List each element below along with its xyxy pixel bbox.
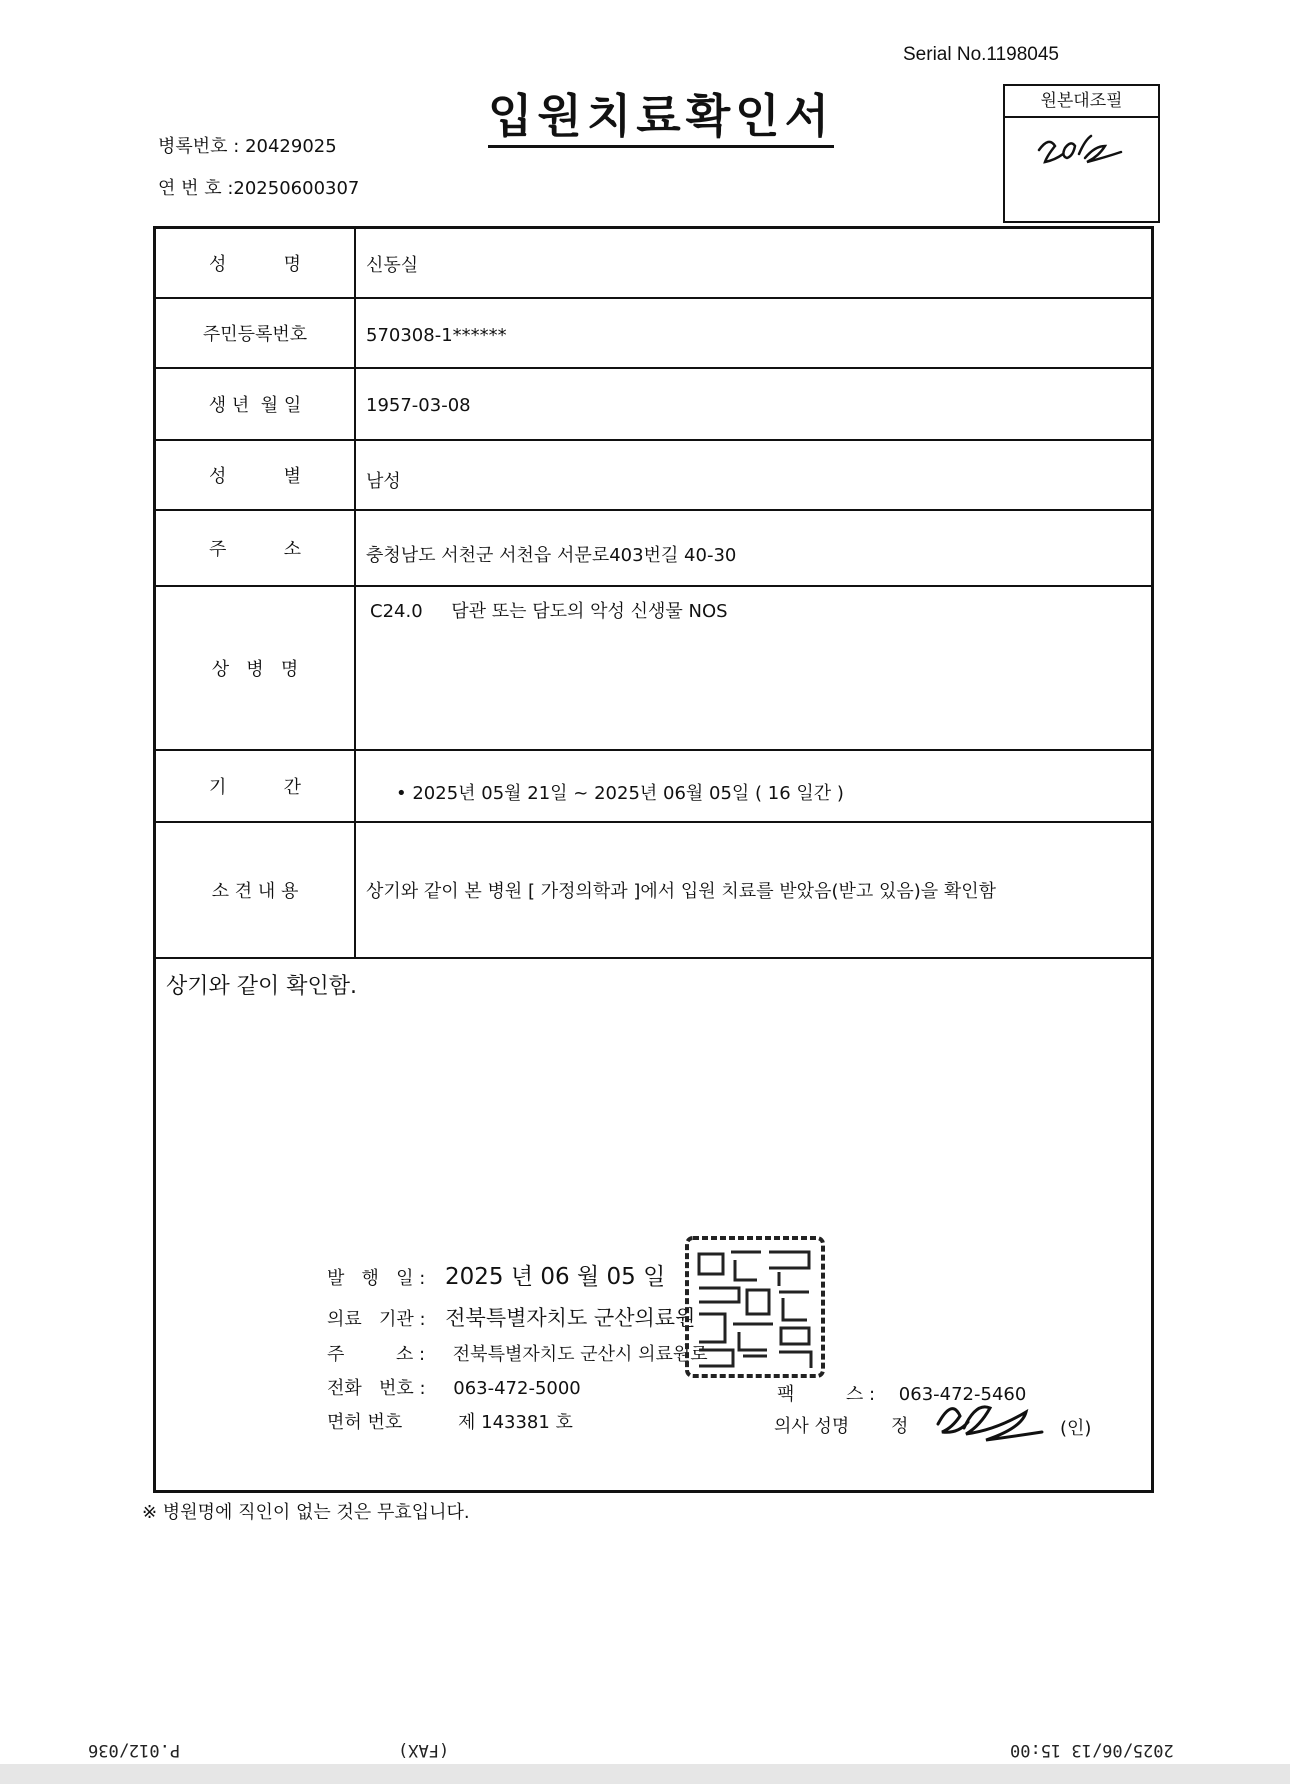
field-row-name bbox=[156, 229, 1151, 299]
license-row bbox=[327, 1408, 573, 1434]
fax-label: 팩 스 : bbox=[777, 1384, 876, 1405]
original-verified-signature bbox=[1035, 128, 1125, 178]
issue-date-label: 발 행 일 : bbox=[327, 1268, 426, 1289]
field-row-period bbox=[156, 751, 1151, 823]
hospital-seal-stamp bbox=[683, 1232, 828, 1382]
field-value-name: 신동실 bbox=[366, 255, 419, 276]
issue-date-row bbox=[327, 1258, 665, 1291]
serial-number: Serial No.1198045 bbox=[903, 44, 1059, 65]
institution-address-value: 전북특별자치도 군산시 의료원로 bbox=[452, 1344, 708, 1365]
field-value-diagnosis: C24.0 담관 또는 담도의 악성 신생물 NOS bbox=[370, 601, 728, 622]
doctor-name: 정 bbox=[891, 1416, 909, 1437]
field-row-resident-id bbox=[156, 299, 1151, 369]
fax-value: 063-472-5460 bbox=[898, 1384, 1027, 1405]
registration-number: 병록번호 : 20429025 bbox=[158, 136, 337, 157]
institution-row bbox=[327, 1302, 695, 1332]
field-value-sex: 남성 bbox=[366, 471, 401, 492]
fax-datetime: 2025/06/13 15:00 bbox=[1010, 1740, 1174, 1760]
field-label-sex: 성 별 bbox=[156, 441, 356, 509]
field-value-resident-id: 570308-1****** bbox=[366, 325, 507, 346]
phone-label: 전화 번호 : bbox=[327, 1378, 426, 1399]
field-value-period: • 2025년 05월 21일 ~ 2025년 06월 05일 ( 16 일간 ) bbox=[396, 783, 844, 804]
license-value: 제 143381 호 bbox=[458, 1412, 573, 1433]
institution-value: 전북특별자치도 군산의료원 bbox=[445, 1306, 696, 1330]
confirmation-statement: 상기와 같이 확인함. bbox=[166, 974, 357, 999]
issue-date-value: 2025 년 06 월 05 일 bbox=[445, 1264, 666, 1290]
original-verified-box bbox=[1003, 84, 1160, 223]
field-row-opinion bbox=[156, 823, 1151, 959]
doctor-label: 의사 성명 bbox=[774, 1416, 850, 1437]
institution-address-row bbox=[327, 1340, 708, 1366]
field-label-address: 주 소 bbox=[156, 511, 356, 585]
doctor-row bbox=[774, 1412, 908, 1438]
institution-label: 의료 기관 : bbox=[327, 1309, 426, 1330]
doctor-signature bbox=[930, 1388, 1060, 1448]
phone-value: 063-472-5000 bbox=[453, 1378, 581, 1399]
institution-address-label: 주 소 : bbox=[327, 1344, 426, 1365]
field-row-diagnosis bbox=[156, 587, 1151, 751]
field-label-name: 성 명 bbox=[156, 229, 356, 297]
phone-row bbox=[327, 1374, 581, 1400]
field-label-opinion: 소 견 내 용 bbox=[156, 823, 356, 957]
bottom-edge-bar bbox=[0, 1764, 1290, 1784]
field-value-birthdate: 1957-03-08 bbox=[366, 395, 471, 416]
field-row-address bbox=[156, 511, 1151, 587]
serial-record-number: 연 번 호 :20250600307 bbox=[158, 178, 360, 199]
field-row-birthdate bbox=[156, 369, 1151, 441]
invalid-without-seal-notice: ※ 병원명에 직인이 없는 것은 무효입니다. bbox=[142, 1502, 470, 1523]
seal-mark: (인) bbox=[1060, 1418, 1092, 1439]
field-label-birthdate: 생 년 월 일 bbox=[156, 369, 356, 439]
document-title: 입원치료확인서 bbox=[488, 90, 834, 148]
field-row-sex bbox=[156, 441, 1151, 511]
field-value-opinion: 상기와 같이 본 병원 [ 가정의학과 ]에서 입원 치료를 받았음(받고 있음)을 확인함 bbox=[366, 881, 997, 902]
fax-mode: (FAX) bbox=[398, 1740, 450, 1760]
field-value-address: 충청남도 서천군 서천읍 서문로403번길 40-30 bbox=[366, 545, 737, 566]
field-label-resident-id: 주민등록번호 bbox=[156, 299, 356, 367]
field-label-diagnosis: 상 병 명 bbox=[156, 587, 356, 749]
fax-page-number: P.012/036 bbox=[88, 1740, 181, 1760]
license-label: 면허 번호 bbox=[327, 1412, 403, 1433]
field-label-period: 기 간 bbox=[156, 751, 356, 821]
original-verified-label: 원본대조필 bbox=[1005, 86, 1158, 118]
